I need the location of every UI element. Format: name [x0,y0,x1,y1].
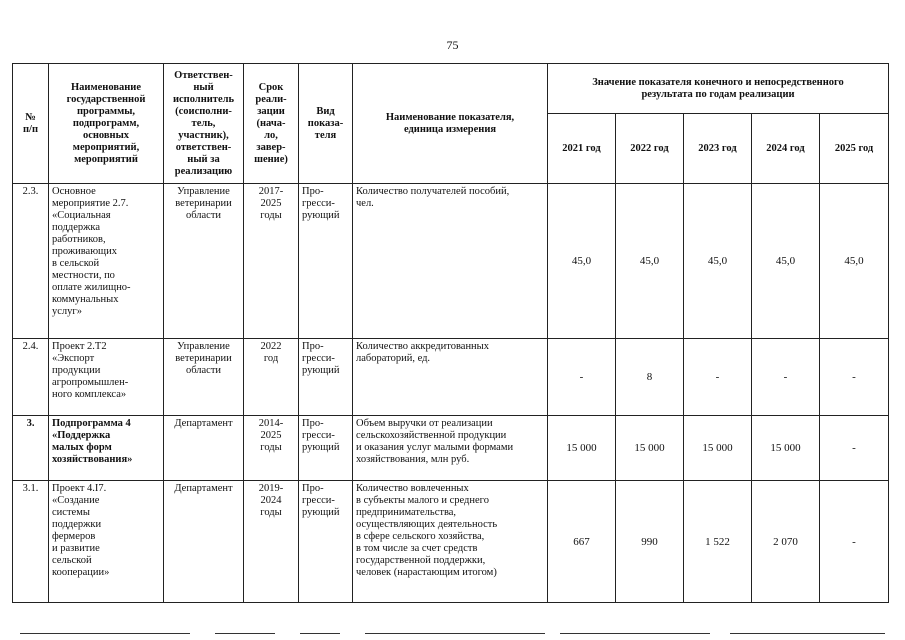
row-type: Про- гресси- рующий [299,416,353,481]
row-value: - [820,416,889,481]
row-value: 15 000 [684,416,752,481]
row-num: 3.1. [13,481,49,603]
row-term: 2014- 2025 годы [244,416,299,481]
header-year: 2025 год [820,114,889,184]
header-num: № п/п [13,64,49,184]
row-name: Проект 2.Т2 «Экспорт продукции агропромышлен- ного комплекса» [49,339,164,416]
row-term: 2017- 2025 годы [244,184,299,339]
row-value: - [820,339,889,416]
row-type: Про- гресси- рующий [299,184,353,339]
row-value: 45,0 [820,184,889,339]
row-type: Про- гресси- рующий [299,339,353,416]
row-value: 45,0 [616,184,684,339]
row-value: - [548,339,616,416]
row-indicator: Количество аккредитованных лабораторий, ед. [353,339,548,416]
indicators-table [12,63,889,603]
row-value: 45,0 [684,184,752,339]
header-year: 2023 год [684,114,752,184]
row-name: Проект 4.I7. «Создание системы поддержки фермеров и развитие сельской кооперации» [49,481,164,603]
header-term: Срок реали- зации (нача- ло, завер- шение) [244,64,299,184]
header-year: 2022 год [616,114,684,184]
header-responsible: Ответствен- ный исполнитель (соисполни- тель, участник), ответствен- ный за реализацию [164,64,244,184]
bottom-divider [0,633,905,635]
row-num: 2.3. [13,184,49,339]
row-value: 15 000 [616,416,684,481]
row-num: 2.4. [13,339,49,416]
row-type: Про- гресси- рующий [299,481,353,603]
page-number: 75 [446,38,459,52]
table-row [13,416,889,481]
table-row [13,339,889,416]
header-values-group: Значение показателя конечного и непосредственного результата по годам реализации [548,64,889,114]
row-value: 8 [616,339,684,416]
row-indicator: Количество получателей пособий, чел. [353,184,548,339]
row-name: Подпрограмма 4 «Поддержка малых форм хозяйствования» [49,416,164,481]
row-value: - [820,481,889,603]
header-year: 2021 год [548,114,616,184]
row-value: 667 [548,481,616,603]
row-name: Основное мероприятие 2.7. «Социальная поддержка работников, проживающих в сельской местности, по оплате жилищно- коммунальных услуг» [49,184,164,339]
row-indicator: Объем выручки от реализации сельскохозяйственной продукции и оказания услуг малыми формами хозяйствования, млн руб. [353,416,548,481]
row-value: 2 070 [752,481,820,603]
header-year: 2024 год [752,114,820,184]
row-term: 2019- 2024 годы [244,481,299,603]
row-value: - [684,339,752,416]
header-name: Наименование государственной программы, подпрограмм, основных мероприятий, мероприятий [49,64,164,184]
table-row [13,481,889,603]
row-responsible: Департамент [164,481,244,603]
row-responsible: Управление ветеринарии области [164,339,244,416]
row-value: 15 000 [752,416,820,481]
header-type: Вид показа- теля [299,64,353,184]
row-value: 1 522 [684,481,752,603]
row-responsible: Департамент [164,416,244,481]
row-value: - [752,339,820,416]
row-value: 45,0 [752,184,820,339]
row-responsible: Управление ветеринарии области [164,184,244,339]
row-indicator: Количество вовлеченных в субъекты малого и среднего предпринимательства, осуществляющих деятельность в сфере сельского хозяйства, в том числе за счет средств государственной поддержки, человек (нарастающим итогом) [353,481,548,603]
row-term: 2022 год [244,339,299,416]
row-num: 3. [13,416,49,481]
header-indicator: Наименование показателя, единица измерения [353,64,548,184]
row-value: 45,0 [548,184,616,339]
table-row [13,184,889,339]
row-value: 15 000 [548,416,616,481]
row-value: 990 [616,481,684,603]
